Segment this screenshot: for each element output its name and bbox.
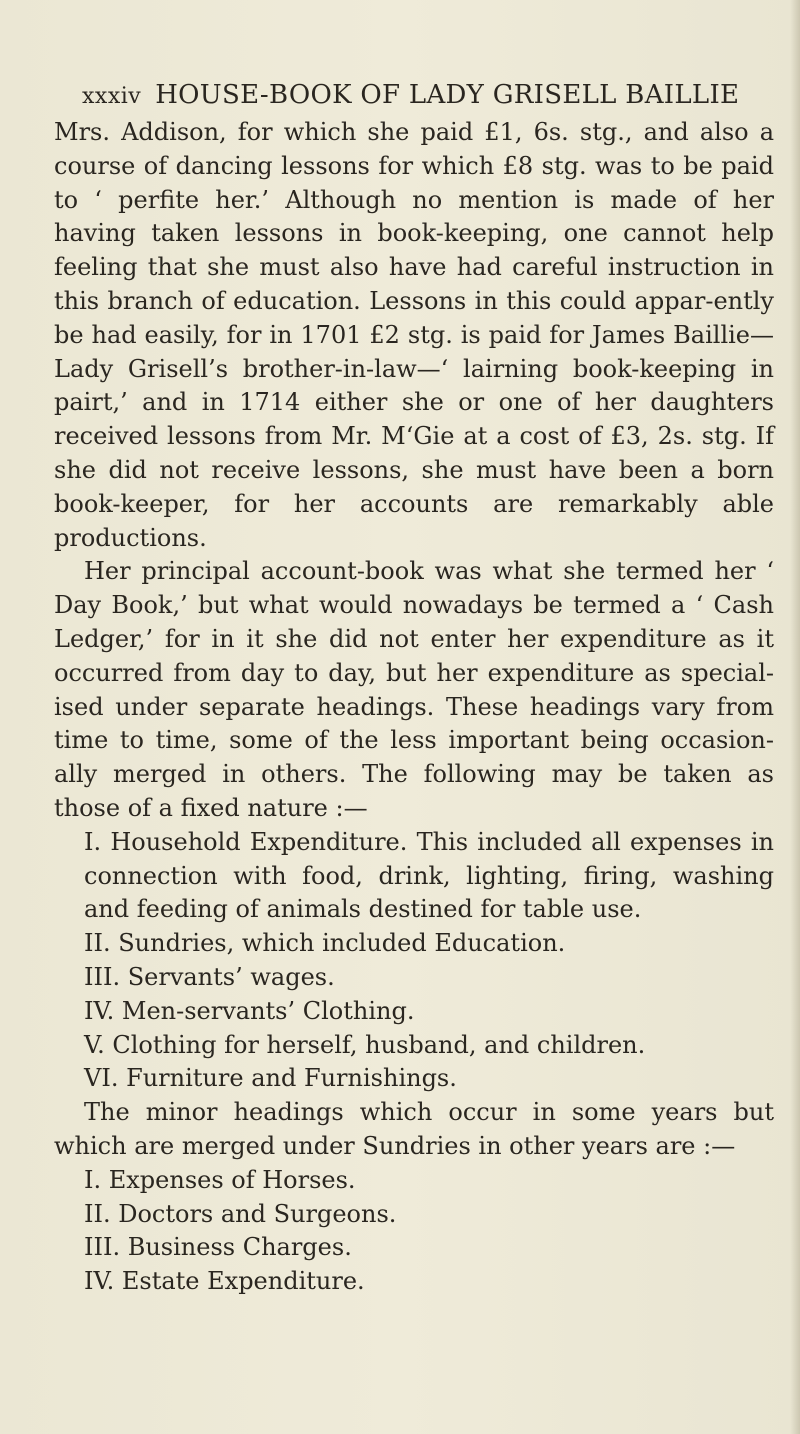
- page-header: [82, 80, 772, 116]
- major-heading-item: I. Household Expenditure. This included all expenses in connection with food, drink, lighting, firing, washing and feeding of animals destined for table use.: [84, 827, 774, 924]
- minor-headings-list: [54, 1164, 774, 1299]
- page-number: xxxiv: [82, 84, 142, 109]
- paragraph-account-book: Her principal account-book was what she termed her ‘ Day Book,’ but what would nowadays be termed a ‘ Cash Ledger,’ for in it she did not enter her expenditure as it occurred from day to day, but her expenditure as special-ised under separate headings. These headings vary from time to time, some of the less important being occasion-ally merged in others. The following may be taken as those of a fixed nature :—: [54, 557, 774, 822]
- minor-heading-item: III. Business Charges.: [84, 1233, 352, 1262]
- running-title: HOUSE-BOOK OF LADY GRISELL BAILLIE: [155, 80, 740, 110]
- paragraph-minor-intro: The minor headings which occur in some years but which are merged under Sundries in other years are :—: [54, 1098, 774, 1160]
- major-heading-item: II. Sundries, which included Education.: [84, 929, 566, 958]
- minor-heading-item: II. Doctors and Surgeons.: [84, 1199, 397, 1228]
- major-heading-item: VI. Furniture and Furnishings.: [84, 1064, 457, 1093]
- major-heading-item: IV. Men-servants’ Clothing.: [84, 996, 415, 1025]
- paragraph-education: Mrs. Addison, for which she paid £1, 6s. stg., and also a course of dancing lessons for which £8 stg. was to be paid to ‘ perfite her.’ Although no mention is made of her having taken lessons in book-keeping, one cannot help feeling that she must also have had careful instruction in this branch of education. Lessons in this could appar-ently be had easily, for in 1701 £2 stg. is paid for James Baillie—Lady Grisell’s brother-in-law—‘ lairning book-keeping in pairt,’ and in 1714 either she or one of her daughters received lessons from Mr. M‘Gie at a cost of £3, 2s. stg. If she did not receive lessons, she must have been a born book-keeper, for her accounts are remarkably able productions.: [54, 118, 774, 552]
- minor-heading-item: IV. Estate Expenditure.: [84, 1267, 365, 1296]
- major-heading-item: III. Servants’ wages.: [84, 962, 335, 991]
- major-heading-item: V. Clothing for herself, husband, and children.: [84, 1030, 646, 1059]
- page-body: [54, 116, 774, 1299]
- major-headings-list: [54, 826, 774, 1096]
- page-edge-shadow: [790, 0, 800, 1434]
- minor-heading-item: I. Expenses of Horses.: [84, 1165, 356, 1194]
